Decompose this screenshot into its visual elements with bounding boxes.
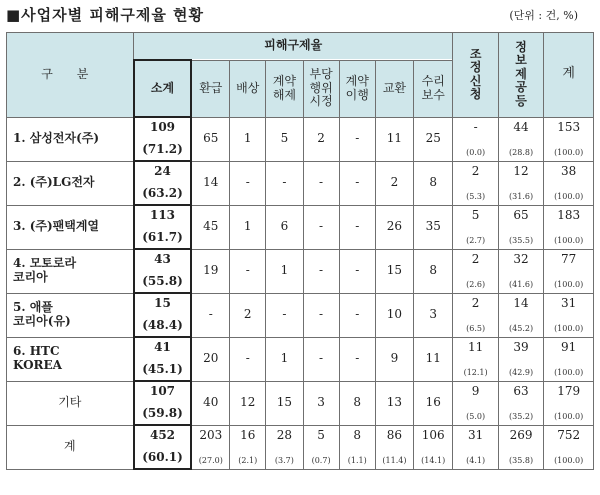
adjustment-count: 2	[471, 164, 480, 178]
row-name: 3. (주)팬택계열	[7, 205, 134, 249]
subtotal-count: 24	[154, 164, 171, 178]
total-cell	[544, 161, 594, 205]
relief-cell: 9	[375, 337, 413, 381]
relief-cell: 65	[191, 117, 229, 161]
relief-count: 106	[421, 428, 445, 442]
relief-cell: 10	[375, 293, 413, 337]
adjustment-percent: (12.1)	[463, 367, 488, 377]
relief-cell: -	[191, 293, 229, 337]
relief-cell: 2	[230, 293, 266, 337]
relief-cell: -	[266, 161, 303, 205]
relief-percent: (14.1)	[421, 455, 446, 465]
relief-cell: 6	[266, 205, 303, 249]
relief-percent: (11.4)	[382, 455, 407, 465]
relief-stack	[376, 427, 413, 467]
page-title: ■사업자별 피해구제율 현황	[6, 6, 205, 24]
adjustment-stack	[453, 427, 497, 467]
info-cell	[498, 249, 543, 293]
subtotal-stack	[135, 295, 191, 335]
adjustment-cell	[453, 337, 498, 381]
relief-cell: -	[230, 161, 266, 205]
relief-cell: 20	[191, 337, 229, 381]
relief-cell: 8	[414, 249, 453, 293]
relief-cell	[191, 425, 229, 469]
relief-cell: 35	[414, 205, 453, 249]
info-count: 44	[513, 120, 529, 134]
info-cell	[498, 161, 543, 205]
relief-count: 16	[240, 428, 256, 442]
total-stack	[544, 383, 593, 423]
info-cell	[498, 293, 543, 337]
relief-cell: 14	[191, 161, 229, 205]
subtotal-cell	[134, 161, 192, 205]
relief-cell	[375, 425, 413, 469]
total-stack	[544, 251, 593, 291]
info-stack	[499, 119, 543, 159]
total-stack	[544, 119, 593, 159]
info-percent: (35.5)	[509, 235, 534, 245]
adjustment-cell	[453, 161, 498, 205]
header-subtotal: 소계	[134, 60, 192, 117]
relief-stack	[304, 427, 339, 467]
info-count: 63	[513, 384, 529, 398]
total-count: 752	[557, 428, 581, 442]
total-stack	[544, 295, 593, 335]
total-cell	[544, 337, 594, 381]
header-relief-group: 피해구제율	[134, 33, 453, 61]
relief-cell: -	[303, 161, 339, 205]
adjustment-cell	[453, 425, 498, 469]
subtotal-percent: (45.1)	[142, 362, 183, 377]
info-stack	[499, 251, 543, 291]
row-name: 기타	[7, 381, 134, 425]
relief-cell: 1	[266, 337, 303, 381]
adjustment-percent: (6.5)	[466, 323, 486, 333]
subtotal-cell	[134, 425, 192, 469]
relief-percent: (2.1)	[238, 455, 258, 465]
adjustment-percent: (5.0)	[466, 411, 486, 421]
adjustment-percent: (2.7)	[466, 235, 486, 245]
info-cell	[498, 117, 543, 161]
subtotal-count: 43	[154, 252, 171, 266]
total-percent: (100.0)	[554, 279, 584, 289]
relief-stack	[414, 427, 452, 467]
total-count: 91	[561, 340, 577, 354]
total-cell	[544, 117, 594, 161]
relief-percent: (0.7)	[311, 455, 331, 465]
relief-cell: -	[339, 205, 375, 249]
relief-cell: -	[303, 337, 339, 381]
subtotal-stack	[135, 383, 191, 423]
relief-cell: 25	[414, 117, 453, 161]
info-count: 14	[513, 296, 529, 310]
total-stack	[544, 339, 593, 379]
total-count: 31	[561, 296, 577, 310]
total-count: 77	[561, 252, 577, 266]
relief-cell: 11	[375, 117, 413, 161]
header-col-1: 배상	[230, 60, 266, 117]
info-percent: (42.9)	[509, 367, 534, 377]
total-stack	[544, 163, 593, 203]
relief-count: 86	[386, 428, 403, 442]
subtotal-stack	[135, 163, 191, 203]
adjustment-stack	[453, 383, 497, 423]
relief-cell: 45	[191, 205, 229, 249]
info-stack	[499, 427, 543, 467]
subtotal-count: 15	[154, 296, 171, 310]
relief-cell	[414, 425, 453, 469]
adjustment-stack	[453, 339, 497, 379]
subtotal-percent: (59.8)	[142, 406, 183, 421]
row-name: 계	[7, 425, 134, 469]
total-cell	[544, 293, 594, 337]
relief-cell: -	[230, 249, 266, 293]
relief-stack	[230, 427, 265, 467]
relief-cell: 11	[414, 337, 453, 381]
relief-cell: -	[303, 249, 339, 293]
row-name: 2. (주)LG전자	[7, 161, 134, 205]
subtotal-stack	[135, 119, 191, 159]
adjustment-stack	[453, 163, 497, 203]
relief-cell: 1	[230, 117, 266, 161]
relief-cell: 16	[414, 381, 453, 425]
header-col-4: 계약 이행	[339, 60, 375, 117]
total-count: 38	[561, 164, 577, 178]
adjustment-cell	[453, 381, 498, 425]
relief-stack	[340, 427, 375, 467]
adjustment-cell	[453, 117, 498, 161]
relief-stack	[192, 427, 229, 467]
row-name: 4. 모토로라 코리아	[7, 249, 134, 293]
header-col-2: 계약 해제	[266, 60, 303, 117]
total-percent: (100.0)	[554, 367, 584, 377]
header-adjustment: 조정신청	[453, 33, 498, 118]
row-name: 6. HTC KOREA	[7, 337, 134, 381]
header-col-5: 교환	[375, 60, 413, 117]
total-count: 153	[557, 120, 581, 134]
relief-percent: (27.0)	[198, 455, 223, 465]
header-col-6: 수리 보수	[414, 60, 453, 117]
info-stack	[499, 339, 543, 379]
table-row	[7, 249, 594, 293]
adjustment-stack	[453, 295, 497, 335]
header-col-3: 부당 행위 시정	[303, 60, 339, 117]
total-percent: (100.0)	[554, 235, 584, 245]
relief-count: 8	[353, 428, 362, 442]
relief-cell: -	[266, 293, 303, 337]
relief-cell: 1	[230, 205, 266, 249]
info-percent: (35.8)	[509, 455, 534, 465]
info-stack	[499, 163, 543, 203]
subtotal-percent: (61.7)	[142, 230, 183, 245]
info-percent: (28.8)	[509, 147, 534, 157]
adjustment-count: 2	[471, 252, 480, 266]
adjustment-count: 5	[471, 208, 480, 222]
header-gubun: 구 분	[7, 33, 134, 118]
relief-cell: 8	[414, 161, 453, 205]
total-stack	[544, 427, 593, 467]
total-percent: (100.0)	[554, 323, 584, 333]
table-row	[7, 161, 594, 205]
relief-percent: (3.7)	[274, 455, 294, 465]
relief-cell: 3	[414, 293, 453, 337]
info-count: 32	[513, 252, 529, 266]
table-row	[7, 381, 594, 425]
relief-cell	[339, 425, 375, 469]
info-count: 65	[513, 208, 529, 222]
subtotal-cell	[134, 117, 192, 161]
table-row	[7, 337, 594, 381]
header-total: 계	[544, 33, 594, 118]
subtotal-cell	[134, 293, 192, 337]
total-cell	[544, 425, 594, 469]
header-info-provision: 정보제공등	[498, 33, 543, 118]
adjustment-percent: (5.3)	[466, 191, 486, 201]
subtotal-percent: (48.4)	[142, 318, 183, 333]
relief-cell: 2	[303, 117, 339, 161]
subtotal-percent: (71.2)	[142, 142, 183, 157]
row-name: 5. 애플 코리아(유)	[7, 293, 134, 337]
relief-cell	[230, 425, 266, 469]
relief-cell	[266, 425, 303, 469]
relief-cell: -	[339, 293, 375, 337]
table-row	[7, 205, 594, 249]
relief-cell: 3	[303, 381, 339, 425]
subtotal-count: 109	[149, 120, 176, 134]
relief-count: 5	[317, 428, 325, 442]
relief-cell: -	[339, 249, 375, 293]
total-cell	[544, 381, 594, 425]
relief-cell: -	[339, 117, 375, 161]
unit-label: (단위 : 건, %)	[509, 9, 578, 22]
subtotal-count: 41	[154, 340, 171, 354]
relief-cell: 8	[339, 381, 375, 425]
adjustment-cell	[453, 205, 498, 249]
relief-cell: -	[303, 205, 339, 249]
adjustment-stack	[453, 119, 497, 159]
relief-cell: 1	[266, 249, 303, 293]
relief-cell	[303, 425, 339, 469]
info-percent: (45.2)	[509, 323, 534, 333]
subtotal-cell	[134, 249, 192, 293]
subtotal-percent: (63.2)	[142, 186, 183, 201]
subtotal-stack	[135, 427, 191, 467]
relief-cell: 15	[375, 249, 413, 293]
subtotal-count: 113	[149, 208, 176, 222]
adjustment-count: 11	[467, 340, 484, 354]
relief-percent: (1.1)	[347, 455, 367, 465]
table-row	[7, 425, 594, 469]
info-count: 39	[513, 340, 529, 354]
relief-cell: -	[303, 293, 339, 337]
relief-cell: 19	[191, 249, 229, 293]
relief-count: 28	[276, 428, 293, 442]
adjustment-percent: (4.1)	[466, 455, 486, 465]
adjustment-stack	[453, 207, 497, 247]
relief-cell: 26	[375, 205, 413, 249]
info-percent: (41.6)	[509, 279, 534, 289]
subtotal-cell	[134, 205, 192, 249]
subtotal-count: 107	[149, 384, 176, 398]
total-percent: (100.0)	[554, 191, 584, 201]
total-percent: (100.0)	[554, 411, 584, 421]
relief-stack	[266, 427, 302, 467]
adjustment-percent: (2.6)	[466, 279, 486, 289]
adjustment-count: 9	[471, 384, 480, 398]
relief-cell: 13	[375, 381, 413, 425]
info-percent: (35.2)	[509, 411, 534, 421]
relief-cell: 5	[266, 117, 303, 161]
info-stack	[499, 295, 543, 335]
adjustment-count: 31	[467, 428, 484, 442]
adjustment-cell	[453, 293, 498, 337]
info-cell	[498, 381, 543, 425]
relief-cell: -	[339, 337, 375, 381]
adjustment-count: -	[473, 120, 478, 134]
total-percent: (100.0)	[554, 455, 584, 465]
info-stack	[499, 383, 543, 423]
info-stack	[499, 207, 543, 247]
total-cell	[544, 249, 594, 293]
subtotal-stack	[135, 207, 191, 247]
info-percent: (31.6)	[509, 191, 534, 201]
relief-cell: -	[339, 161, 375, 205]
subtotal-cell	[134, 381, 192, 425]
total-stack	[544, 207, 593, 247]
adjustment-stack	[453, 251, 497, 291]
subtotal-count: 452	[149, 428, 176, 442]
info-count: 12	[513, 164, 529, 178]
subtotal-stack	[135, 251, 191, 291]
info-cell	[498, 337, 543, 381]
subtotal-percent: (55.8)	[142, 274, 183, 289]
adjustment-count: 2	[471, 296, 480, 310]
info-cell	[498, 425, 543, 469]
table-row	[7, 117, 594, 161]
info-count: 269	[509, 428, 533, 442]
subtotal-stack	[135, 339, 191, 379]
subtotal-cell	[134, 337, 192, 381]
subtotal-percent: (60.1)	[142, 450, 183, 465]
relief-cell: 12	[230, 381, 266, 425]
row-name: 1. 삼성전자(주)	[7, 117, 134, 161]
total-count: 179	[557, 384, 581, 398]
relief-cell: 15	[266, 381, 303, 425]
adjustment-cell	[453, 249, 498, 293]
relief-cell: 2	[375, 161, 413, 205]
relief-count: 203	[199, 428, 223, 442]
header-col-0: 환급	[191, 60, 229, 117]
relief-cell: -	[230, 337, 266, 381]
adjustment-percent: (0.0)	[466, 147, 486, 157]
table-row	[7, 293, 594, 337]
relief-cell: 40	[191, 381, 229, 425]
info-cell	[498, 205, 543, 249]
total-percent: (100.0)	[554, 147, 584, 157]
total-cell	[544, 205, 594, 249]
relief-rate-table	[6, 32, 594, 470]
total-count: 183	[557, 208, 581, 222]
